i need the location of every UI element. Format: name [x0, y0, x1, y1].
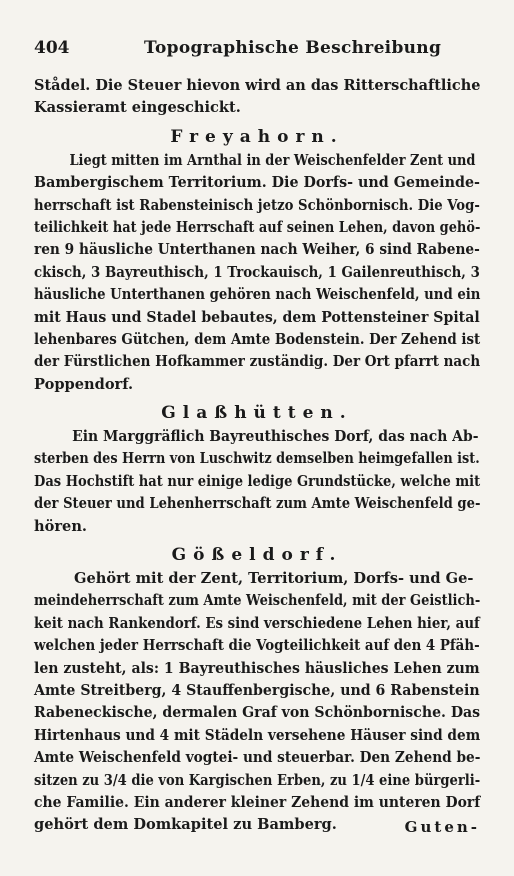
text-line: ren 9 häusliche Unterthanen nach Weiher, 6 sind Rabene-: [34, 241, 480, 259]
page-header: [34, 38, 480, 62]
text-line: der Fürstlichen Hofkammer zuständig. Der Ort pfarrt nach: [34, 353, 481, 371]
text-line: Gehört mit der Zent, Territorium, Dorfs- und Ge-: [74, 570, 474, 588]
text-line: lehenbares Gütchen, dem Amte Bodenstein. Der Zehend ist: [34, 330, 481, 348]
text-line: hören.: [34, 517, 88, 535]
text-line: Bambergischem Territorium. Die Dorfs- und Gemeinde-: [34, 174, 480, 192]
text-line: Stådel. Die Steuer hievon wird an das Ritterschaftliche: [34, 77, 481, 94]
text-line: keit nach Rankendorf. Es sind verschiedene Lehen hier, auf: [34, 614, 480, 632]
text-line: Kassieramt eingeschickt.: [34, 99, 241, 117]
text-line: herrschaft ist Rabensteinisch jetzo Schönbornisch. Die Vog-: [34, 196, 480, 214]
text-line: der Steuer und Lehenherrschaft zum Amte Weischenfeld ge-: [34, 495, 481, 513]
text-line: Das Hochstift hat nur einige ledige Grundstücke, welche mit: [34, 472, 481, 490]
text-line: Amte Streitberg, 4 Stauffenbergische, und 6 Rabenstein: [34, 681, 480, 699]
page-number: 404: [34, 38, 70, 58]
text-line: häusliche Unterthanen gehören nach Weischenfeld, und ein: [34, 286, 481, 304]
text-line: teilichkeit hat jede Herrschaft auf seinen Lehen, davon gehö-: [34, 218, 481, 236]
text-line: gehört dem Domkapitel zu Bamberg.: [34, 816, 337, 834]
text-line: sitzen zu 3/4 die von Kargischen Erben, zu 1/4 eine bürgerli-: [34, 771, 481, 789]
running-head: Topographische Beschreibung: [144, 38, 442, 58]
text-line: Poppendorf.: [34, 375, 134, 393]
section-title: Gößeldorf.: [171, 545, 343, 566]
text-line: welchen jeder Herrschaft die Vogteilichkeit auf den 4 Pfäh-: [34, 637, 480, 655]
text-line: Hirtenhaus und 4 mit Städeln versehene Häuser sind dem: [34, 726, 481, 744]
catchword: Guten-: [404, 818, 480, 836]
text-line: mit Haus und Stadel bebautes, dem Pottensteiner Spital: [34, 308, 480, 326]
text-line: meindeherrschaft zum Amte Weischenfeld, mit der Geistlich-: [34, 592, 481, 610]
text-line: Rabeneckische, dermalen Graf von Schönbornische. Das: [34, 704, 481, 722]
text-line: ckisch, 3 Bayreuthisch, 1 Trockauisch, 1 Gailenreuthisch, 3: [34, 263, 480, 281]
text-line: Liegt mitten im Arnthal in der Weischenfelder Zent und: [69, 151, 476, 169]
text-line: Ein Marggräflich Bayreuthisches Dorf, das nach Ab-: [72, 428, 479, 446]
page-body: [34, 77, 480, 839]
text-line: sterben des Herrn von Luschwitz demselben heimgefallen ist.: [34, 450, 480, 468]
text-line: Amte Weischenfeld vogtei- und steuerbar. Den Zehend be-: [34, 749, 481, 767]
text-line: che Familie. Ein anderer kleiner Zehend im unteren Dorf: [34, 793, 481, 811]
section-title: Glaßhütten.: [161, 403, 353, 424]
section-title: Freyahorn.: [170, 126, 344, 147]
text-line: len zusteht, als: 1 Bayreuthisches häusliches Lehen zum: [34, 659, 480, 677]
